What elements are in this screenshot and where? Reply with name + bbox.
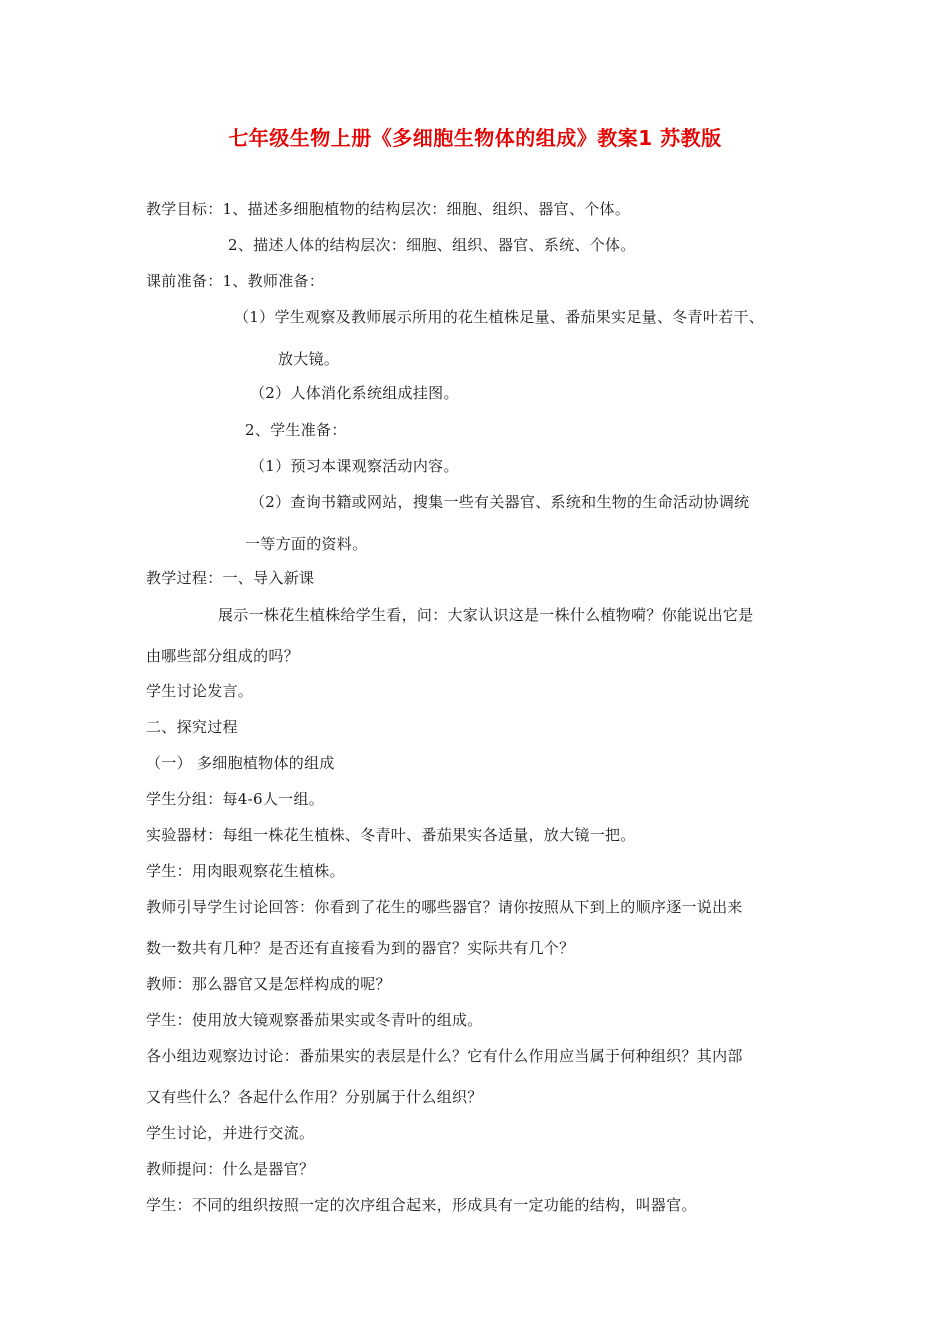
text-line-exchange: 学生讨论，并进行交流。 <box>146 1124 315 1142</box>
text-line-objective-1: 教学目标：1、描述多细胞植物的结构层次：细胞、组织、器官、个体。 <box>146 200 631 218</box>
text-line-teacher-guide-cont: 数一数共有几种？是否还有直接看为到的器官？实际共有几个？ <box>146 939 575 957</box>
document-title: 七年级生物上册《多细胞生物体的组成》教案1 苏教版 <box>228 126 722 150</box>
text-line-organ-definition: 学生：不同的组织按照一定的次序组合起来，形成具有一定功能的结构，叫器官。 <box>146 1196 697 1214</box>
text-line-equipment: 实验器材：每组一株花生植株、冬青叶、番茄果实各适量，放大镜一把。 <box>146 826 636 844</box>
text-line-subsection-1: （一） 多细胞植物体的组成 <box>146 754 335 772</box>
text-line-group-discuss-cont: 又有些什么？各起什么作用？分别属于什么组织？ <box>146 1088 483 1106</box>
text-line-section-2: 二、探究过程 <box>146 718 238 736</box>
text-line-student-prep-2-cont: 一等方面的资料。 <box>245 535 368 553</box>
text-line-teacher-prep-1: （1）学生观察及教师展示所用的花生植株足量、番茄果实足量、冬青叶若干、 <box>234 308 765 326</box>
text-line-student-prep-2: （2）查询书籍或网站，搜集一些有关器官、系统和生物的生命活动协调统 <box>250 493 750 511</box>
text-line-teacher-prep-1-cont: 放大镜。 <box>278 350 340 368</box>
text-line-student-magnify: 学生：使用放大镜观察番茄果实或冬青叶的组成。 <box>146 1011 483 1029</box>
text-line-observe: 学生：用肉眼观察花生植株。 <box>146 862 345 880</box>
text-line-grouping: 学生分组：每4-6人一组。 <box>146 790 325 808</box>
text-line-intro: 展示一株花生植株给学生看，问：大家认识这是一株什么植物嗬？你能说出它是 <box>218 606 754 624</box>
text-line-student-prep-1: （1）预习本课观察活动内容。 <box>250 457 459 475</box>
text-line-teacher-guide: 教师引导学生讨论回答：你看到了花生的哪些器官？请你按照从下到上的顺序逐一说出来 <box>146 898 743 916</box>
text-line-teacher-prep-2: （2）人体消化系统组成挂图。 <box>250 384 459 402</box>
text-line-what-is-organ: 教师提问：什么是器官？ <box>146 1160 315 1178</box>
text-line-discussion: 学生讨论发言。 <box>146 682 254 700</box>
text-line-process: 教学过程：一、导入新课 <box>146 569 315 587</box>
text-line-objective-2: 2、描述人体的结构层次：细胞、组织、器官、系统、个体。 <box>228 236 636 254</box>
text-line-preparation: 课前准备：1、教师准备： <box>146 272 325 290</box>
text-line-group-discuss: 各小组边观察边讨论：番茄果实的表层是什么？它有什么作用应当属于何种组织？其内部 <box>146 1047 743 1065</box>
text-line-student-prep: 2、学生准备： <box>245 421 347 439</box>
text-line-intro-cont: 由哪些部分组成的吗？ <box>146 647 300 665</box>
text-line-teacher-question: 教师：那么器官又是怎样构成的呢？ <box>146 975 391 993</box>
